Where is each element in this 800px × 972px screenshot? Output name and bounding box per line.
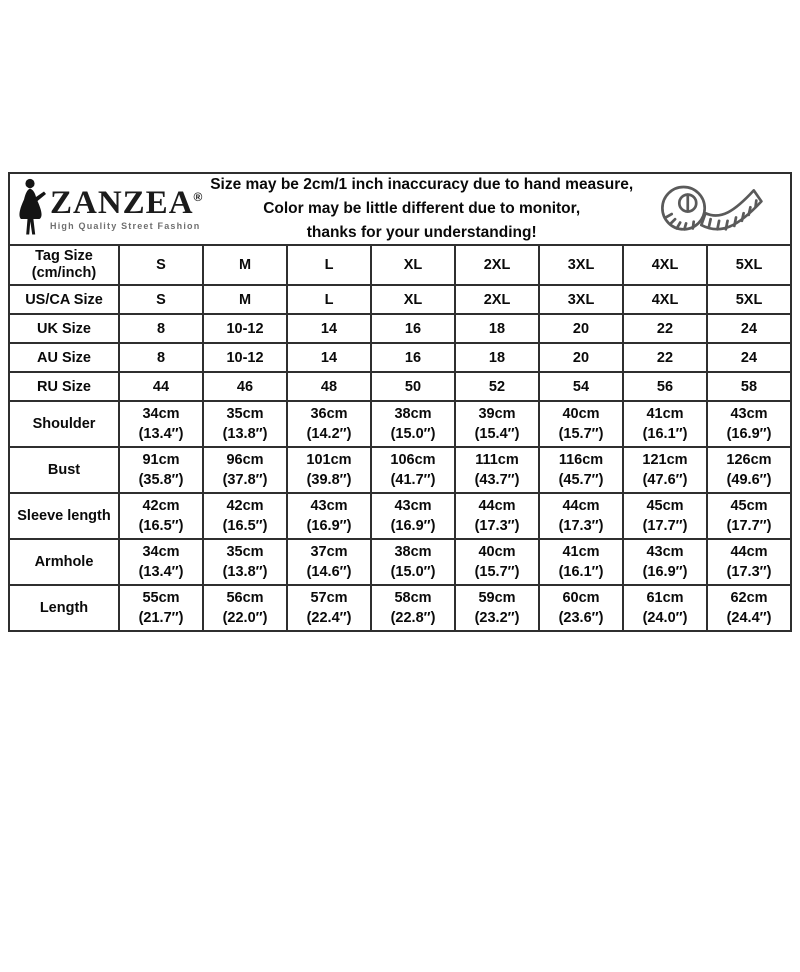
data-cell: 18 bbox=[455, 314, 539, 343]
data-cell: 56cm (22.0″) bbox=[203, 585, 287, 631]
data-cell: 52 bbox=[455, 372, 539, 401]
data-cell: 126cm (49.6″) bbox=[707, 447, 791, 493]
data-cell: M bbox=[203, 245, 287, 285]
data-cell: 50 bbox=[371, 372, 455, 401]
data-cell: 8 bbox=[119, 314, 203, 343]
data-cell: 44cm (17.3″) bbox=[455, 493, 539, 539]
data-cell: 34cm (13.4″) bbox=[119, 401, 203, 447]
data-cell: 62cm (24.4″) bbox=[707, 585, 791, 631]
row-label: US/CA Size bbox=[9, 285, 119, 314]
data-cell: 61cm (24.0″) bbox=[623, 585, 707, 631]
data-cell: 106cm (41.7″) bbox=[371, 447, 455, 493]
data-cell: 58cm (22.8″) bbox=[371, 585, 455, 631]
data-cell: 37cm (14.6″) bbox=[287, 539, 371, 585]
data-cell: 42cm (16.5″) bbox=[119, 493, 203, 539]
data-cell: 91cm (35.8″) bbox=[119, 447, 203, 493]
tape-measure-icon bbox=[648, 176, 780, 242]
table-row bbox=[9, 285, 791, 314]
data-cell: XL bbox=[371, 245, 455, 285]
data-cell: 22 bbox=[623, 343, 707, 372]
data-cell: 56 bbox=[623, 372, 707, 401]
notice-text bbox=[203, 173, 648, 245]
row-label: AU Size bbox=[9, 343, 119, 372]
woman-silhouette-icon bbox=[18, 178, 48, 241]
data-cell: 116cm (45.7″) bbox=[539, 447, 623, 493]
notice-line-3: thanks for your understanding! bbox=[306, 224, 537, 242]
data-cell: 35cm (13.8″) bbox=[203, 539, 287, 585]
table-row bbox=[9, 585, 791, 631]
table-row bbox=[9, 245, 791, 285]
data-cell: 121cm (47.6″) bbox=[623, 447, 707, 493]
row-label: Bust bbox=[9, 447, 119, 493]
data-cell: XL bbox=[371, 285, 455, 314]
table-row bbox=[9, 372, 791, 401]
data-cell: 40cm (15.7″) bbox=[539, 401, 623, 447]
data-cell: 5XL bbox=[707, 285, 791, 314]
data-cell: 59cm (23.2″) bbox=[455, 585, 539, 631]
header-band bbox=[8, 172, 792, 246]
table-row bbox=[9, 343, 791, 372]
data-cell: 18 bbox=[455, 343, 539, 372]
data-cell: 54 bbox=[539, 372, 623, 401]
row-label: Sleeve length bbox=[9, 493, 119, 539]
brand-tagline: High Quality Street Fashion bbox=[50, 221, 201, 231]
data-cell: 43cm (16.9″) bbox=[623, 539, 707, 585]
data-cell: M bbox=[203, 285, 287, 314]
notice-line-2: Color may be little different due to monitor, bbox=[263, 200, 581, 217]
notice-line-1: Size may be 2cm/1 inch inaccuracy due to hand measure, bbox=[210, 175, 634, 193]
data-cell: 2XL bbox=[455, 285, 539, 314]
data-cell: 14 bbox=[287, 343, 371, 372]
data-cell: 58 bbox=[707, 372, 791, 401]
data-cell: 44cm (17.3″) bbox=[707, 539, 791, 585]
data-cell: 42cm (16.5″) bbox=[203, 493, 287, 539]
data-cell: 5XL bbox=[707, 245, 791, 285]
row-label: UK Size bbox=[9, 314, 119, 343]
row-label: Length bbox=[9, 585, 119, 631]
table-row bbox=[9, 539, 791, 585]
data-cell: 43cm (16.9″) bbox=[707, 401, 791, 447]
data-cell: 4XL bbox=[623, 285, 707, 314]
brand-logo bbox=[18, 178, 203, 241]
table-row bbox=[9, 401, 791, 447]
data-cell: 43cm (16.9″) bbox=[287, 493, 371, 539]
data-cell: 111cm (43.7″) bbox=[455, 447, 539, 493]
row-label: Shoulder bbox=[9, 401, 119, 447]
data-cell: 3XL bbox=[539, 245, 623, 285]
data-cell: 8 bbox=[119, 343, 203, 372]
data-cell: 39cm (15.4″) bbox=[455, 401, 539, 447]
data-cell: 101cm (39.8″) bbox=[287, 447, 371, 493]
data-cell: 35cm (13.8″) bbox=[203, 401, 287, 447]
table-row bbox=[9, 447, 791, 493]
data-cell: 4XL bbox=[623, 245, 707, 285]
data-cell: 14 bbox=[287, 314, 371, 343]
data-cell: 40cm (15.7″) bbox=[455, 539, 539, 585]
data-cell: 20 bbox=[539, 343, 623, 372]
data-cell: 2XL bbox=[455, 245, 539, 285]
row-label: Armhole bbox=[9, 539, 119, 585]
data-cell: 24 bbox=[707, 343, 791, 372]
data-cell: 43cm (16.9″) bbox=[371, 493, 455, 539]
table-row bbox=[9, 493, 791, 539]
data-cell: 41cm (16.1″) bbox=[623, 401, 707, 447]
data-cell: 38cm (15.0″) bbox=[371, 539, 455, 585]
data-cell: S bbox=[119, 285, 203, 314]
data-cell: 10-12 bbox=[203, 314, 287, 343]
data-cell: 22 bbox=[623, 314, 707, 343]
data-cell: 45cm (17.7″) bbox=[707, 493, 791, 539]
data-cell: 48 bbox=[287, 372, 371, 401]
size-table-body bbox=[9, 245, 791, 631]
data-cell: 60cm (23.6″) bbox=[539, 585, 623, 631]
data-cell: 41cm (16.1″) bbox=[539, 539, 623, 585]
brand-name: ZANZEA® bbox=[50, 185, 204, 221]
data-cell: 44cm (17.3″) bbox=[539, 493, 623, 539]
data-cell: 57cm (22.4″) bbox=[287, 585, 371, 631]
row-label: RU Size bbox=[9, 372, 119, 401]
data-cell: 38cm (15.0″) bbox=[371, 401, 455, 447]
data-cell: 16 bbox=[371, 314, 455, 343]
data-cell: 16 bbox=[371, 343, 455, 372]
row-label: Tag Size (cm/inch) bbox=[9, 245, 119, 285]
size-chart-sheet bbox=[8, 172, 792, 632]
size-table bbox=[8, 244, 792, 632]
data-cell: 36cm (14.2″) bbox=[287, 401, 371, 447]
data-cell: 3XL bbox=[539, 285, 623, 314]
data-cell: 10-12 bbox=[203, 343, 287, 372]
data-cell: 44 bbox=[119, 372, 203, 401]
data-cell: 24 bbox=[707, 314, 791, 343]
data-cell: L bbox=[287, 245, 371, 285]
data-cell: S bbox=[119, 245, 203, 285]
data-cell: 46 bbox=[203, 372, 287, 401]
data-cell: 45cm (17.7″) bbox=[623, 493, 707, 539]
data-cell: 55cm (21.7″) bbox=[119, 585, 203, 631]
table-row bbox=[9, 314, 791, 343]
data-cell: 96cm (37.8″) bbox=[203, 447, 287, 493]
data-cell: L bbox=[287, 285, 371, 314]
registered-mark: ® bbox=[193, 190, 204, 204]
data-cell: 34cm (13.4″) bbox=[119, 539, 203, 585]
data-cell: 20 bbox=[539, 314, 623, 343]
